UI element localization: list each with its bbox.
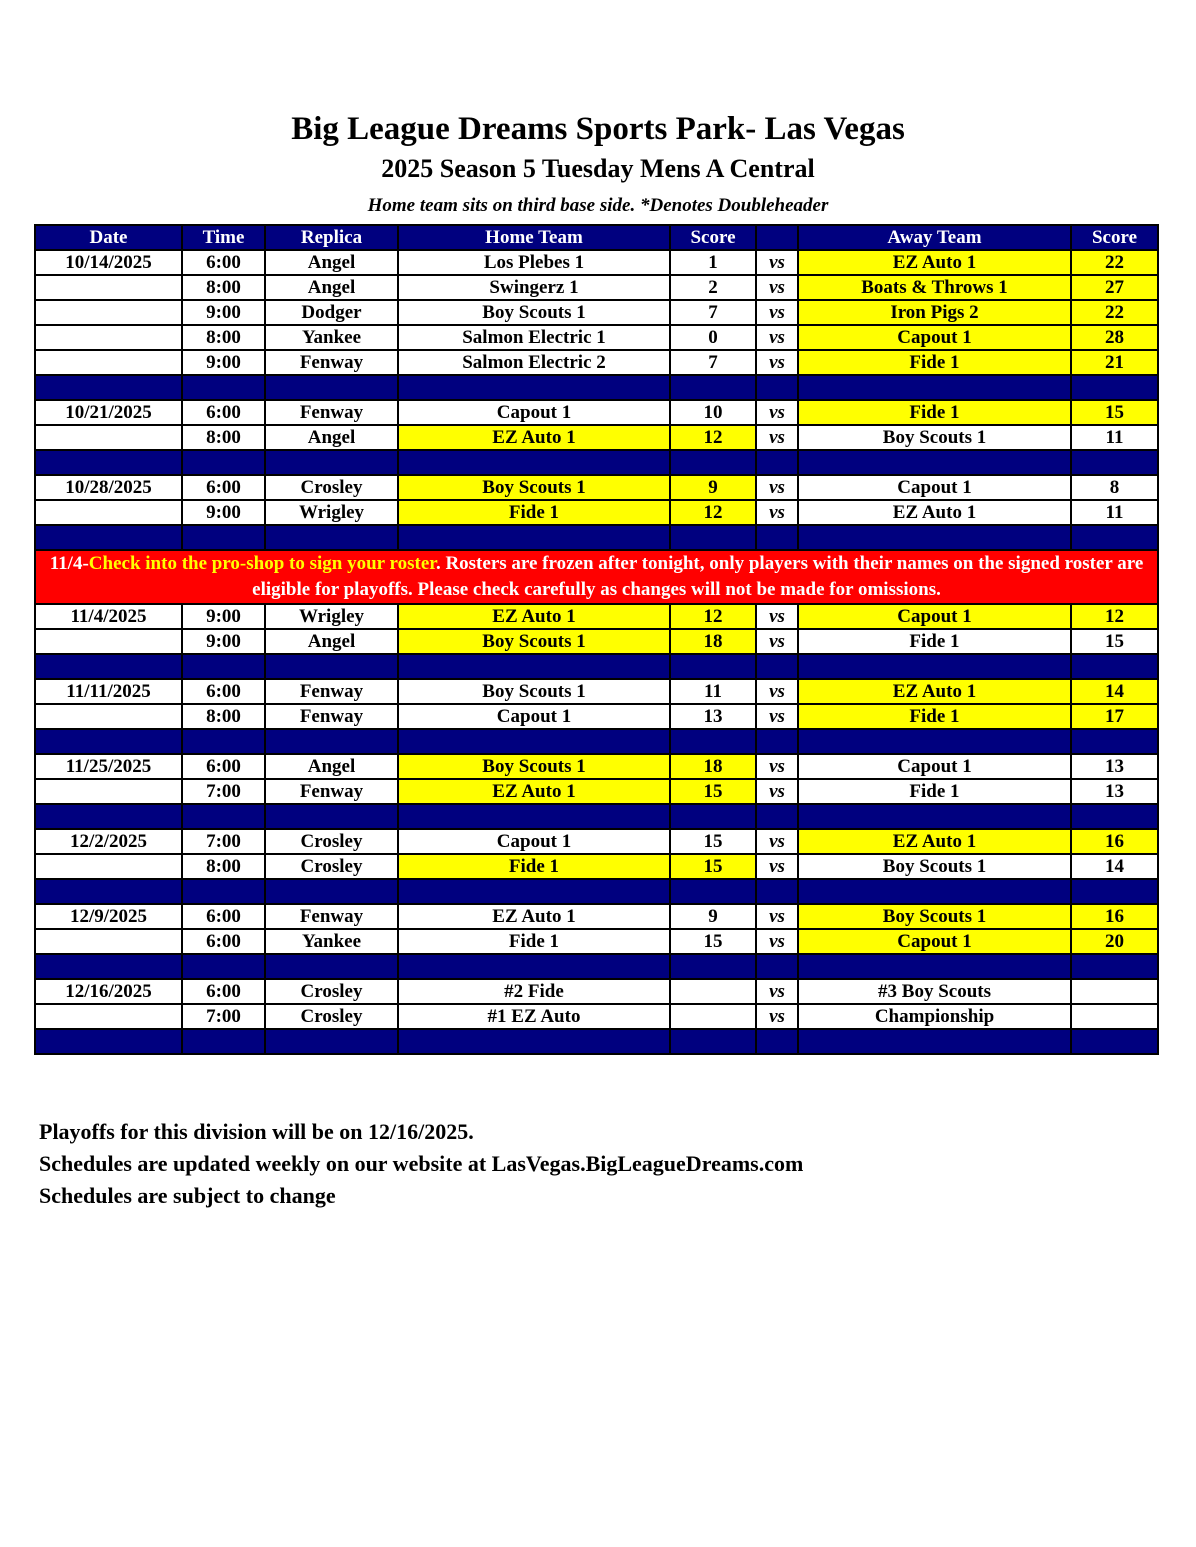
separator-cell [265,375,398,400]
separator-cell [670,1029,756,1054]
week-separator-row [35,879,1158,904]
col-header-away-team: Away Team [798,225,1071,250]
separator-cell [182,729,265,754]
seating-note: Home team sits on third base side. *Denotes Doubleheader [367,195,829,216]
vs-label: vs [756,604,798,629]
separator-cell [182,879,265,904]
game-time: 8:00 [182,325,265,350]
week-separator-row [35,654,1158,679]
away-team: Championship [798,1004,1071,1029]
game-row [35,425,1158,450]
vs-label: vs [756,300,798,325]
away-team: Boy Scouts 1 [798,904,1071,929]
away-score [1071,1004,1158,1029]
home-team: #1 EZ Auto [398,1004,670,1029]
game-time: 7:00 [182,829,265,854]
home-team: EZ Auto 1 [398,904,670,929]
game-date: 11/4/2025 [35,604,182,629]
home-team: Fide 1 [398,929,670,954]
home-team: EZ Auto 1 [398,425,670,450]
game-date: 10/21/2025 [35,400,182,425]
game-row [35,679,1158,704]
game-replica: Wrigley [265,500,398,525]
game-row [35,779,1158,804]
away-team: Capout 1 [798,475,1071,500]
away-team: Capout 1 [798,754,1071,779]
game-time: 8:00 [182,425,265,450]
away-score: 17 [1071,704,1158,729]
home-score: 9 [670,475,756,500]
home-team: Boy Scouts 1 [398,629,670,654]
vs-label: vs [756,704,798,729]
separator-cell [182,804,265,829]
game-replica: Angel [265,275,398,300]
vs-label: vs [756,400,798,425]
separator-cell [265,729,398,754]
game-date: 10/28/2025 [35,475,182,500]
game-date [35,1004,182,1029]
separator-cell [670,804,756,829]
game-time: 6:00 [182,250,265,275]
separator-cell [798,804,1071,829]
game-row [35,979,1158,1004]
separator-cell [182,525,265,550]
home-score [670,979,756,1004]
vs-label: vs [756,629,798,654]
separator-cell [798,729,1071,754]
separator-cell [398,804,670,829]
home-team: Salmon Electric 1 [398,325,670,350]
game-time: 9:00 [182,604,265,629]
game-row [35,475,1158,500]
game-replica: Yankee [265,929,398,954]
game-date [35,704,182,729]
separator-cell [1071,879,1158,904]
separator-cell [1071,729,1158,754]
home-score: 10 [670,400,756,425]
schedule-table [34,224,1159,1055]
game-row [35,754,1158,779]
separator-cell [1071,654,1158,679]
separator-cell [798,879,1071,904]
separator-cell [35,525,182,550]
away-team: #3 Boy Scouts [798,979,1071,1004]
game-replica: Wrigley [265,604,398,629]
game-time: 6:00 [182,979,265,1004]
col-header-vs [756,225,798,250]
game-replica: Crosley [265,854,398,879]
home-score: 7 [670,300,756,325]
separator-cell [1071,954,1158,979]
away-score: 15 [1071,629,1158,654]
game-row [35,325,1158,350]
game-replica: Fenway [265,400,398,425]
separator-cell [398,1029,670,1054]
game-replica: Fenway [265,779,398,804]
roster-notice-row [35,550,1158,604]
separator-cell [798,525,1071,550]
vs-label: vs [756,979,798,1004]
vs-label: vs [756,1004,798,1029]
separator-cell [1071,804,1158,829]
separator-cell [756,375,798,400]
game-date: 10/14/2025 [35,250,182,275]
away-team: Boats & Throws 1 [798,275,1071,300]
vs-label: vs [756,854,798,879]
separator-cell [182,375,265,400]
game-row [35,350,1158,375]
vs-label: vs [756,350,798,375]
separator-cell [182,1029,265,1054]
vs-label: vs [756,275,798,300]
home-score: 18 [670,754,756,779]
home-team: Boy Scouts 1 [398,754,670,779]
separator-cell [1071,1029,1158,1054]
away-team: Boy Scouts 1 [798,854,1071,879]
home-team: Fide 1 [398,500,670,525]
footer-change-line: Schedules are subject to change [39,1183,336,1208]
game-row [35,250,1158,275]
game-row [35,500,1158,525]
notice-highlight: Check into the pro-shop to sign your roster [88,553,436,574]
game-date [35,500,182,525]
separator-cell [670,450,756,475]
home-team: Fide 1 [398,854,670,879]
game-replica: Crosley [265,1004,398,1029]
separator-cell [398,654,670,679]
week-separator-row [35,450,1158,475]
game-replica: Fenway [265,350,398,375]
separator-cell [756,954,798,979]
game-date [35,325,182,350]
home-score: 18 [670,629,756,654]
game-time: 6:00 [182,679,265,704]
notice-prefix: 11/4- [49,553,89,574]
separator-cell [756,1029,798,1054]
game-row [35,1004,1158,1029]
home-score: 11 [670,679,756,704]
separator-cell [35,729,182,754]
separator-cell [265,654,398,679]
footer-notes [39,1116,803,1212]
separator-cell [756,804,798,829]
game-time: 9:00 [182,300,265,325]
game-row [35,400,1158,425]
away-team: EZ Auto 1 [798,829,1071,854]
game-date: 12/9/2025 [35,904,182,929]
col-header-time: Time [182,225,265,250]
col-header-home-team: Home Team [398,225,670,250]
game-replica: Crosley [265,979,398,1004]
away-score: 21 [1071,350,1158,375]
separator-cell [265,525,398,550]
separator-cell [35,804,182,829]
game-row [35,275,1158,300]
col-header-home-score: Score [670,225,756,250]
separator-cell [35,879,182,904]
separator-cell [670,525,756,550]
game-row [35,604,1158,629]
week-separator-row [35,375,1158,400]
game-date [35,350,182,375]
separator-cell [182,450,265,475]
separator-cell [265,879,398,904]
vs-label: vs [756,779,798,804]
home-team: Capout 1 [398,829,670,854]
game-date [35,629,182,654]
game-time: 7:00 [182,1004,265,1029]
week-separator-row [35,804,1158,829]
home-team: Boy Scouts 1 [398,679,670,704]
game-row [35,904,1158,929]
game-replica: Dodger [265,300,398,325]
page-subtitle: 2025 Season 5 Tuesday Mens A Central [381,154,815,183]
game-time: 6:00 [182,904,265,929]
home-score: 9 [670,904,756,929]
game-date [35,929,182,954]
away-score: 8 [1071,475,1158,500]
vs-label: vs [756,250,798,275]
away-team: Capout 1 [798,604,1071,629]
home-score: 2 [670,275,756,300]
separator-cell [756,879,798,904]
separator-cell [398,450,670,475]
away-score: 27 [1071,275,1158,300]
away-score: 20 [1071,929,1158,954]
away-team: Iron Pigs 2 [798,300,1071,325]
away-score: 22 [1071,300,1158,325]
home-score: 12 [670,425,756,450]
away-score: 13 [1071,779,1158,804]
away-score: 16 [1071,829,1158,854]
away-team: EZ Auto 1 [798,500,1071,525]
footer-playoffs-line: Playoffs for this division will be on 12/16/2025. [39,1119,474,1144]
vs-label: vs [756,929,798,954]
col-header-date: Date [35,225,182,250]
home-team: Salmon Electric 2 [398,350,670,375]
game-time: 8:00 [182,854,265,879]
separator-cell [1071,375,1158,400]
separator-cell [182,654,265,679]
separator-cell [670,729,756,754]
separator-cell [398,879,670,904]
separator-cell [798,1029,1071,1054]
week-separator-row [35,1029,1158,1054]
separator-cell [398,954,670,979]
away-score: 28 [1071,325,1158,350]
away-score: 12 [1071,604,1158,629]
away-team: Capout 1 [798,325,1071,350]
vs-label: vs [756,475,798,500]
separator-cell [756,525,798,550]
away-score: 11 [1071,500,1158,525]
game-replica: Crosley [265,475,398,500]
game-row [35,629,1158,654]
game-time: 6:00 [182,929,265,954]
game-date [35,779,182,804]
game-row [35,704,1158,729]
separator-cell [35,450,182,475]
home-score: 0 [670,325,756,350]
home-team: Boy Scouts 1 [398,475,670,500]
game-time: 6:00 [182,400,265,425]
vs-label: vs [756,904,798,929]
game-date: 12/2/2025 [35,829,182,854]
game-replica: Angel [265,629,398,654]
home-score: 15 [670,779,756,804]
game-date [35,275,182,300]
vs-label: vs [756,754,798,779]
game-replica: Fenway [265,679,398,704]
game-date: 11/25/2025 [35,754,182,779]
game-time: 6:00 [182,754,265,779]
away-score: 14 [1071,679,1158,704]
game-replica: Angel [265,425,398,450]
home-score: 7 [670,350,756,375]
game-time: 9:00 [182,350,265,375]
game-replica: Crosley [265,829,398,854]
home-score: 12 [670,500,756,525]
game-time: 7:00 [182,779,265,804]
week-separator-row [35,954,1158,979]
separator-cell [798,375,1071,400]
home-team: Boy Scouts 1 [398,300,670,325]
game-date [35,425,182,450]
separator-cell [35,1029,182,1054]
game-replica: Angel [265,754,398,779]
schedule-body [35,250,1158,1054]
page-title: Big League Dreams Sports Park- Las Vegas [291,111,905,147]
separator-cell [1071,525,1158,550]
separator-cell [670,954,756,979]
game-row [35,829,1158,854]
game-time: 8:00 [182,275,265,300]
game-replica: Angel [265,250,398,275]
away-score: 22 [1071,250,1158,275]
away-score: 14 [1071,854,1158,879]
separator-cell [756,450,798,475]
week-separator-row [35,729,1158,754]
vs-label: vs [756,325,798,350]
footer-website-line: Schedules are updated weekly on our website at LasVegas.BigLeagueDreams.com [39,1151,804,1176]
separator-cell [265,450,398,475]
separator-cell [670,375,756,400]
game-time: 9:00 [182,629,265,654]
col-header-replica: Replica [265,225,398,250]
home-team: #2 Fide [398,979,670,1004]
separator-cell [798,450,1071,475]
col-header-away-score: Score [1071,225,1158,250]
game-time: 8:00 [182,704,265,729]
away-score: 11 [1071,425,1158,450]
away-team: Fide 1 [798,350,1071,375]
separator-cell [265,1029,398,1054]
game-replica: Yankee [265,325,398,350]
vs-label: vs [756,829,798,854]
separator-cell [1071,450,1158,475]
separator-cell [398,729,670,754]
game-date [35,854,182,879]
vs-label: vs [756,679,798,704]
separator-cell [798,654,1071,679]
game-date [35,300,182,325]
separator-cell [756,654,798,679]
home-team: EZ Auto 1 [398,779,670,804]
away-score: 13 [1071,754,1158,779]
game-time: 9:00 [182,500,265,525]
away-team: Boy Scouts 1 [798,425,1071,450]
home-team: Capout 1 [398,704,670,729]
game-date: 12/16/2025 [35,979,182,1004]
separator-cell [35,954,182,979]
separator-cell [265,954,398,979]
separator-cell [798,954,1071,979]
away-team: Capout 1 [798,929,1071,954]
vs-label: vs [756,425,798,450]
home-team: Los Plebes 1 [398,250,670,275]
away-team: EZ Auto 1 [798,679,1071,704]
home-team: EZ Auto 1 [398,604,670,629]
game-date: 11/11/2025 [35,679,182,704]
game-row [35,854,1158,879]
away-score: 16 [1071,904,1158,929]
game-replica: Fenway [265,904,398,929]
home-score: 15 [670,854,756,879]
separator-cell [35,375,182,400]
week-separator-row [35,525,1158,550]
away-team: Fide 1 [798,629,1071,654]
home-score: 12 [670,604,756,629]
game-row [35,929,1158,954]
home-score: 1 [670,250,756,275]
separator-cell [35,654,182,679]
home-team: Swingerz 1 [398,275,670,300]
game-replica: Fenway [265,704,398,729]
home-score: 13 [670,704,756,729]
away-score [1071,979,1158,1004]
separator-cell [670,879,756,904]
away-team: Fide 1 [798,400,1071,425]
away-score: 15 [1071,400,1158,425]
roster-notice [35,550,1158,604]
away-team: Fide 1 [798,779,1071,804]
away-team: Fide 1 [798,704,1071,729]
game-row [35,300,1158,325]
home-team: Capout 1 [398,400,670,425]
separator-cell [182,954,265,979]
home-score: 15 [670,929,756,954]
table-header-row [35,225,1158,250]
separator-cell [265,804,398,829]
separator-cell [398,375,670,400]
separator-cell [398,525,670,550]
vs-label: vs [756,500,798,525]
separator-cell [756,729,798,754]
game-time: 6:00 [182,475,265,500]
home-score: 15 [670,829,756,854]
notice-text: . Rosters are frozen after tonight, only players with their names on the signed roster are eligible for playoffs. Please check carefully as changes will not be made for omissions. [252,553,1144,600]
separator-cell [670,654,756,679]
home-score [670,1004,756,1029]
away-team: EZ Auto 1 [798,250,1071,275]
